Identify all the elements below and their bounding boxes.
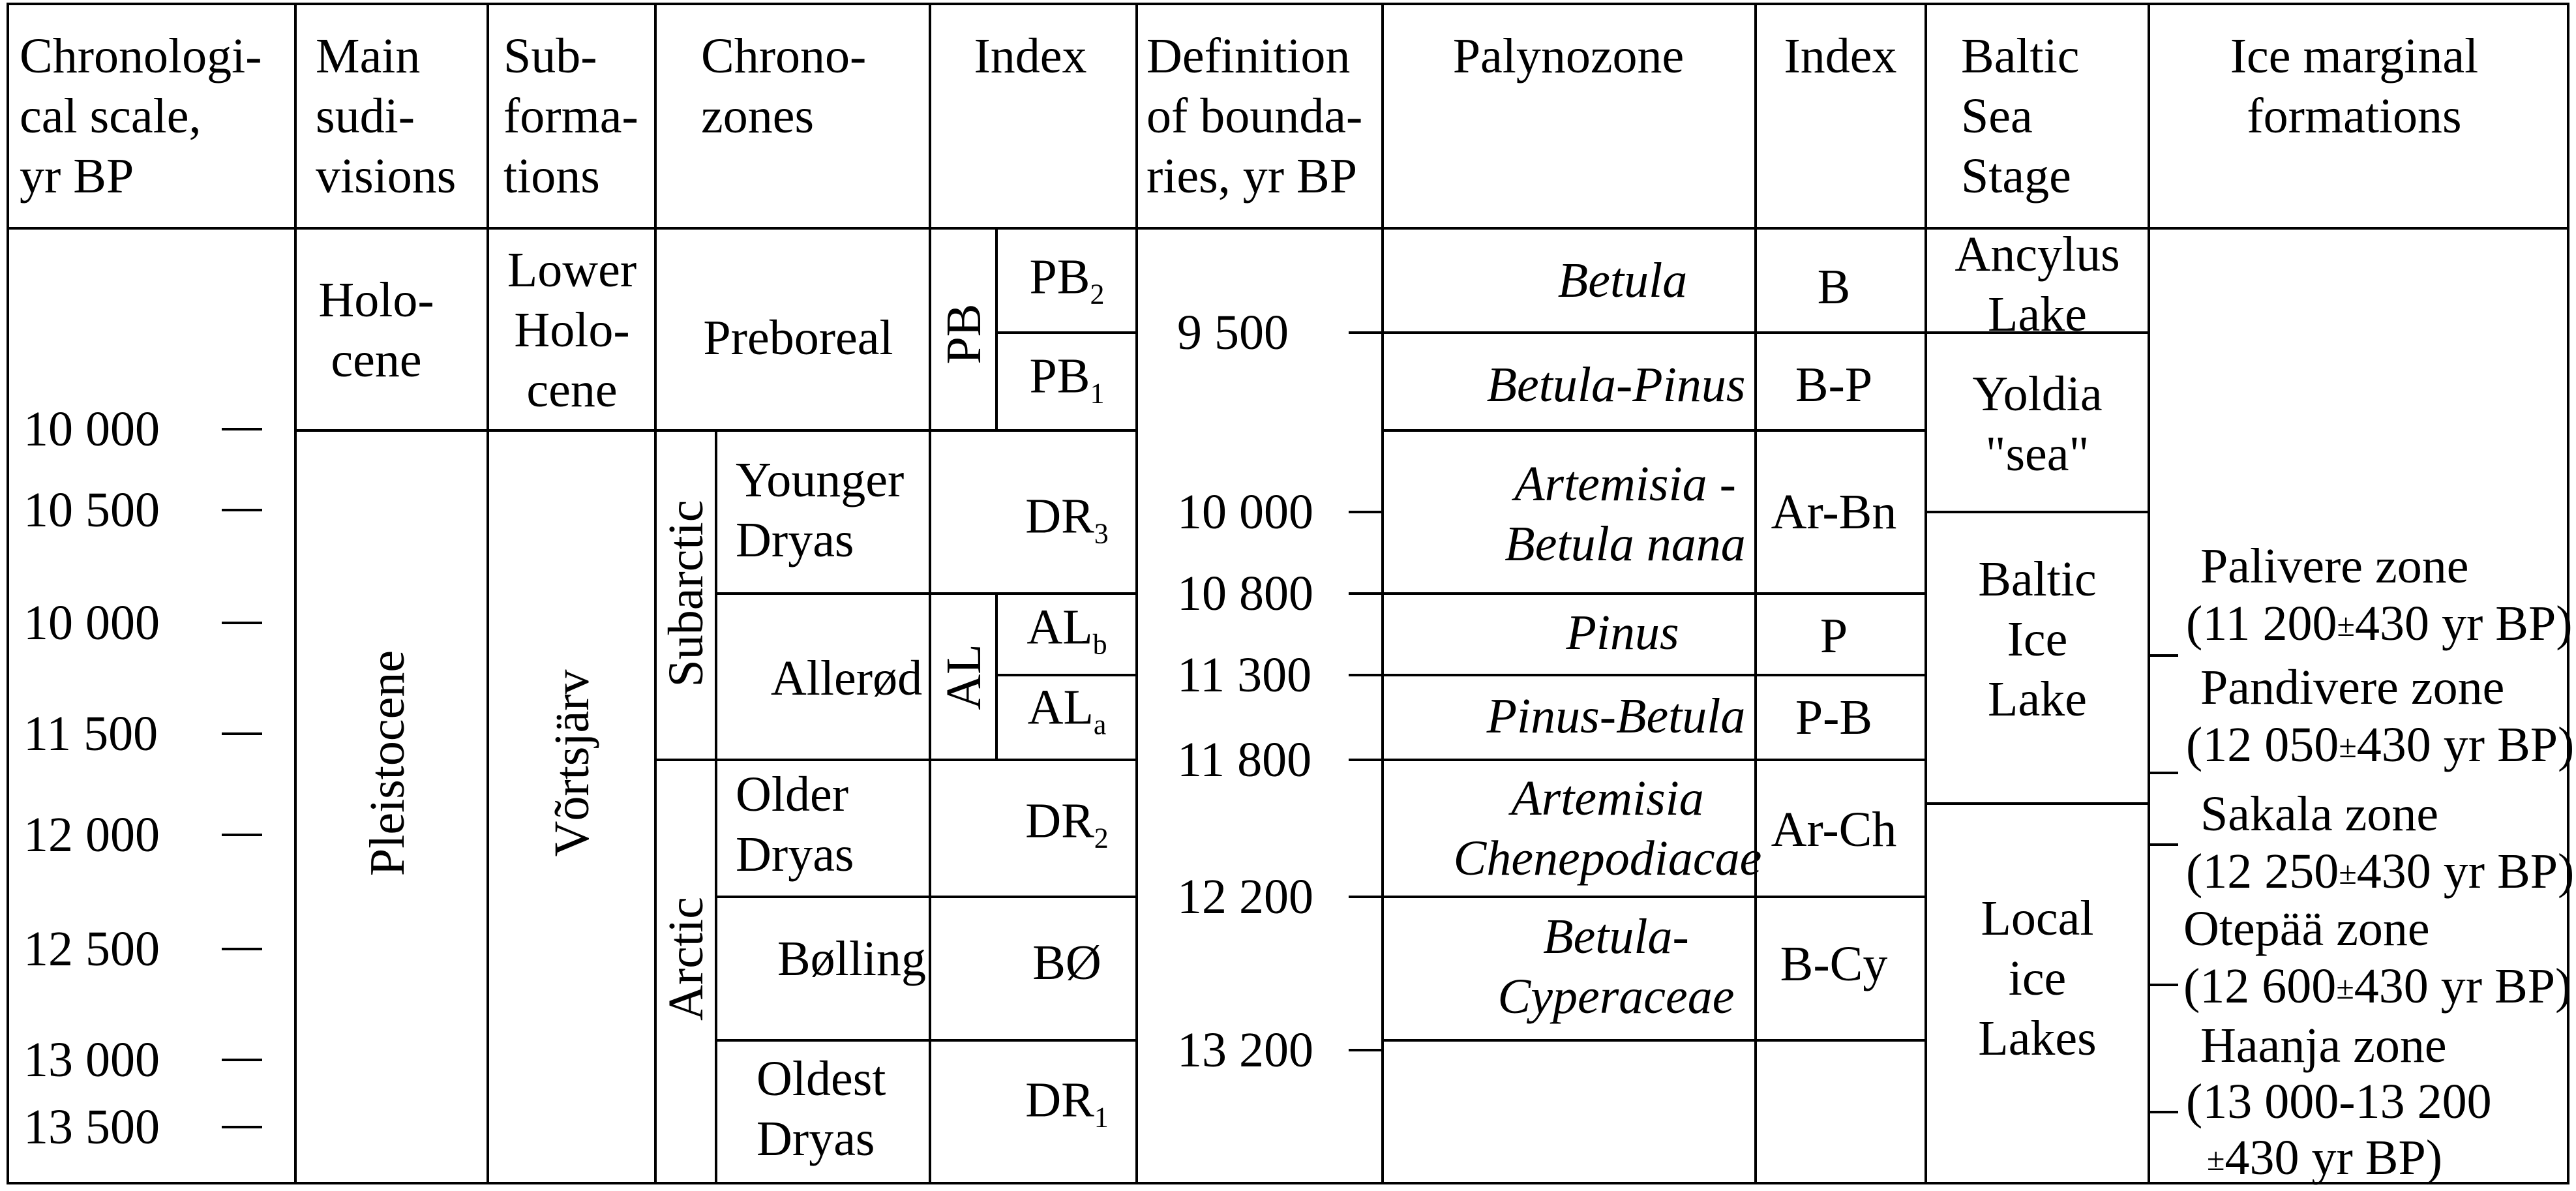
scale-label: 10 500 — [23, 483, 160, 537]
header-chron-scale: Chronologi- cal scale, yr BP — [20, 29, 262, 204]
dr2-label: $DR_2$ — [1025, 793, 1109, 854]
palynozone-pinus: Pinus — [1566, 605, 1679, 660]
dr1-label: $DR_1$ — [1025, 1072, 1109, 1134]
header-index-1: Index — [974, 29, 1087, 83]
subarctic-label: Subarctic — [659, 500, 713, 687]
scale-label: 12 500 — [23, 922, 160, 976]
baltic-ice-lake: Baltic Ice Lake — [1978, 552, 2097, 727]
al-group-label: AL — [936, 644, 991, 710]
vortsjarv-cell: Võrtsjärv — [545, 669, 599, 857]
palynozone-index: Ar-Bn — [1771, 485, 1897, 539]
palynozone-index: P-B — [1795, 690, 1873, 745]
header-baltic-stage: Baltic Sea Stage — [1961, 29, 2080, 204]
older-dryas-cell: Older Dryas — [736, 767, 854, 882]
ice-zone-palivere: Palivere zone (11 200±430 yr BP) — [2186, 539, 2573, 651]
boundary-label: 13 200 — [1177, 1023, 1313, 1078]
palynozone-index: B — [1817, 260, 1851, 314]
scale-label: 13 000 — [23, 1033, 160, 1087]
ice-zone-sakala: Sakala zone (12 250±430 yr BP) — [2186, 787, 2575, 899]
palynozone-betula: Betula — [1557, 253, 1688, 308]
palynozone-index: P — [1820, 609, 1848, 663]
palynozone-index: B-Cy — [1780, 937, 1888, 991]
palynozone-betula-cyperaceae: Betula- Cyperaceae — [1497, 909, 1735, 1024]
baltic-local-ice-lakes: Local ice Lakes — [1978, 891, 2097, 1066]
ice-zone-pandivere: Pandivere zone (12 050±430 yr BP) — [2186, 660, 2575, 772]
scale-label: 10 000 — [23, 596, 160, 650]
header-ice-marginal: Ice marginal formations — [2230, 29, 2479, 143]
boundary-label: 10 000 — [1177, 485, 1313, 539]
scale-label: 11 500 — [23, 706, 158, 761]
holocene-cell: Holo- cene — [318, 273, 434, 387]
header-palynozone: Palynozone — [1452, 29, 1685, 83]
header-main-subdivisions: Main sudi- visions — [316, 29, 457, 204]
pb1-label: $PB_1$ — [1029, 348, 1105, 410]
baltic-ancylus-lake: Ancylus Lake — [1954, 227, 2120, 342]
baltic-yoldia-sea: Yoldia "sea" — [1972, 367, 2103, 481]
header-chronozones: Chrono- zones — [701, 29, 867, 143]
pleistocene-cell: Pleistocene — [360, 650, 415, 877]
allerod-cell: Allerød — [770, 651, 923, 706]
palynozone-pinus-betula: Pinus-Betula — [1486, 689, 1746, 744]
bo-label: BØ — [1032, 935, 1101, 990]
younger-dryas-cell: Younger Dryas — [736, 453, 905, 567]
alb-label: $AL_b$ — [1026, 599, 1107, 661]
boundary-label: 12 200 — [1177, 869, 1313, 924]
palynozone-index: Ar-Ch — [1771, 802, 1897, 857]
scale-label: 13 500 — [23, 1100, 160, 1154]
dr3-label: $DR_3$ — [1025, 489, 1109, 550]
preboreal-cell: Preboreal — [703, 310, 893, 365]
boundary-label: 10 800 — [1177, 566, 1313, 621]
palynozone-index: B-P — [1795, 357, 1873, 412]
scale-label: 12 000 — [23, 807, 160, 862]
boundary-label: 11 800 — [1177, 732, 1312, 787]
boundary-label: 9 500 — [1177, 305, 1289, 360]
header-boundaries: Definition of bounda- ries, yr BP — [1146, 29, 1363, 204]
palynozone-artemisia-betula-nana: Artemisia - Betula nana — [1505, 457, 1746, 571]
ala-label: $AL_a$ — [1027, 680, 1107, 741]
ice-zone-haanja: Haanja zone (13 000-13 200 ±430 yr BP) — [2186, 1018, 2492, 1185]
palynozone-artemisia-chenepodiacae: Artemisia Chenepodiacae — [1453, 771, 1762, 886]
oldest-dryas-cell: Oldest Dryas — [756, 1051, 886, 1166]
pb-group-label: PB — [936, 303, 991, 365]
pb2-label: $PB_2$ — [1029, 249, 1105, 310]
lower-holocene-cell: Lower Holo- cene — [507, 243, 637, 417]
header-index-2: Index — [1784, 29, 1897, 83]
arctic-label: Arctic — [659, 897, 713, 1021]
scale-label: 10 000 — [23, 402, 160, 457]
ice-zone-otepaa: Otepää zone (12 600±430 yr BP) — [2183, 901, 2572, 1014]
header-subformations: Sub- forma- tions — [503, 29, 638, 204]
bolling-cell: Bølling — [777, 931, 927, 986]
palynozone-betula-pinus: Betula-Pinus — [1486, 357, 1746, 412]
boundary-label: 11 300 — [1177, 648, 1312, 702]
